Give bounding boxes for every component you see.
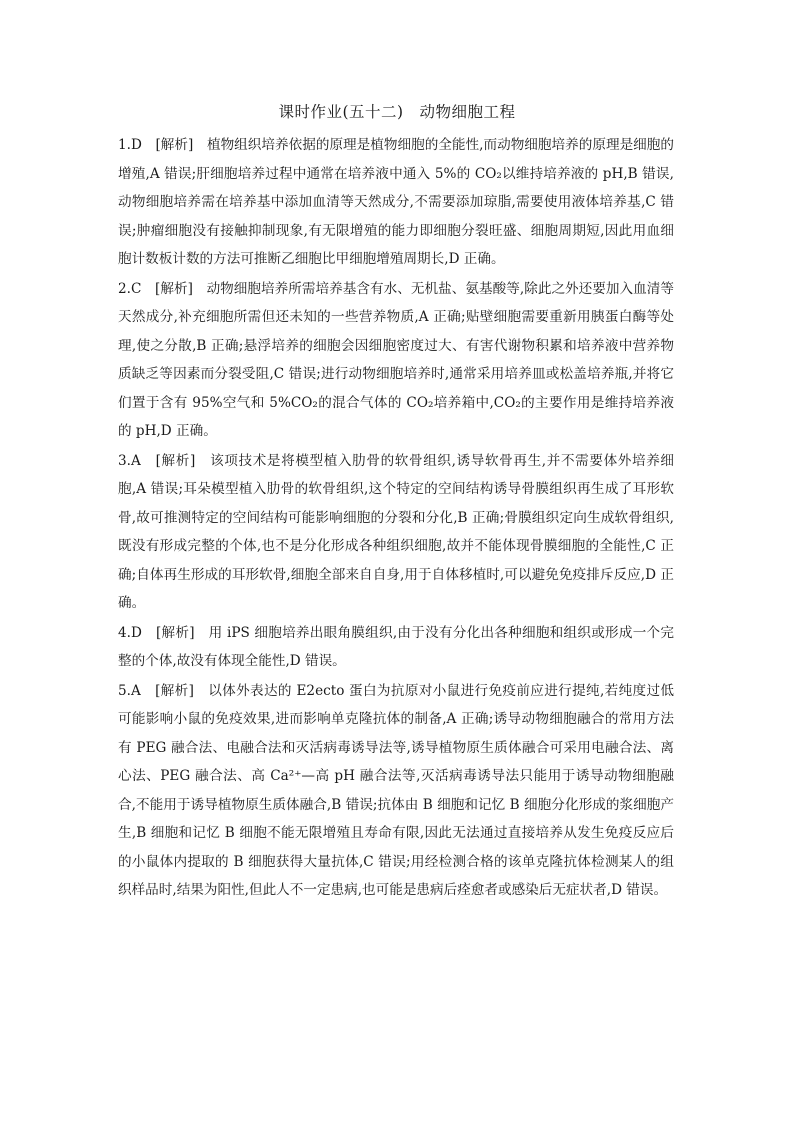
answer-label: 3.A [解析]: [118, 452, 196, 469]
answer-explanation: 植物组织培养依据的原理是植物细胞的全能性,而动物细胞培养的原理是细胞的增殖,A 错误;肝细胞培养过程中通常在培养液中通入 5%的 CO₂以维持培养液的 pH,B 错误,动物细胞培养需在培养基中添加血清等天然成分,不需要添加琼脂,需要使用液体培养基,C 错误;肿瘤细胞没有接触抑制现象,有无限增殖的能力即细胞分裂旺盛、细胞周期短,因此用血细胞计数板计数的方法可推断乙细胞比甲细胞增殖周期长,D 正确。: [118, 137, 674, 267]
answer-item-5: [118, 677, 674, 905]
answer-item-3: [118, 447, 674, 618]
answer-explanation: 用 iPS 细胞培养出眼角膜组织,由于没有分化出各种细胞和组织或形成一个完整的个体,故没有体现全能性,D 错误。: [118, 624, 674, 669]
answer-label: 4.D [解析]: [118, 624, 195, 641]
answer-item-4: [118, 619, 674, 676]
answer-label: 5.A [解析]: [118, 682, 194, 699]
answer-explanation: 动物细胞培养所需培养基含有水、无机盐、氨基酸等,除此之外还要加入血清等天然成分,补充细胞所需但还未知的一些营养物质,A 正确;贴壁细胞需要重新用胰蛋白酶等处理,使之分散,B 正确;悬浮培养的细胞会因细胞密度过大、有害代谢物积累和培养液中营养物质缺乏等因素而分裂受阻,C 错误;进行动物细胞培养时,通常采用培养皿或松盖培养瓶,并将它们置于含有 95%空气和 5%CO₂的混合气体的 CO₂培养箱中,CO₂的主要作用是维持培养液的 pH,D 正确。: [118, 280, 675, 439]
answer-item-2: [118, 275, 674, 446]
answer-list: [118, 131, 674, 905]
answer-item-1: [118, 131, 674, 274]
answer-label: 1.D [解析]: [118, 137, 194, 153]
answer-explanation: 该项技术是将模型植入肋骨的软骨组织,诱导软骨再生,并不需要体外培养细胞,A 错误;耳朵模型植入肋骨的软骨组织,这个特定的空间结构诱导骨膜组织再生成了耳形软骨,故可推测特定的空间结构可能影响细胞的分裂和分化,B 正确;骨膜组织定向生成软骨组织,既没有形成完整的个体,也不是分化形成各种组织细胞,故并不能体现骨膜细胞的全能性,C 正确;自体再生形成的耳形软骨,细胞全部来自自身,用于自体移植时,可以避免免疫排斥反应,D 正确。: [118, 452, 674, 611]
answer-explanation: 以体外表达的 E2ecto 蛋白为抗原对小鼠进行免疫前应进行提纯,若纯度过低可能影响小鼠的免疫效果,进而影响单克隆抗体的制备,A 正确;诱导动物细胞融合的常用方法有 PEG 融合法、电融合法和灭活病毒诱导法等,诱导植物原生质体融合可采用电融合法、离心法、PEG 融合法、高 Ca²⁺—高 pH 融合法等,灭活病毒诱导法只能用于诱导动物细胞融合,不能用于诱导植物原生质体融合,B 错误;抗体由 B 细胞和记忆 B 细胞分化形成的浆细胞产生,B 细胞和记忆 B 细胞不能无限增殖且寿命有限,因此无法通过直接培养从发生免疫反应后的小鼠体内提取的 B 细胞获得大量抗体,C 错误;用经检测合格的该单克隆抗体检测某人的组织样品时,结果为阳性,但此人不一定患病,也可能是患病后痊愈者或感染后无症状者,D 错误。: [118, 682, 674, 898]
page-title: 课时作业(五十二) 动物细胞工程: [278, 103, 516, 121]
answer-label: 2.C [解析]: [118, 280, 193, 297]
